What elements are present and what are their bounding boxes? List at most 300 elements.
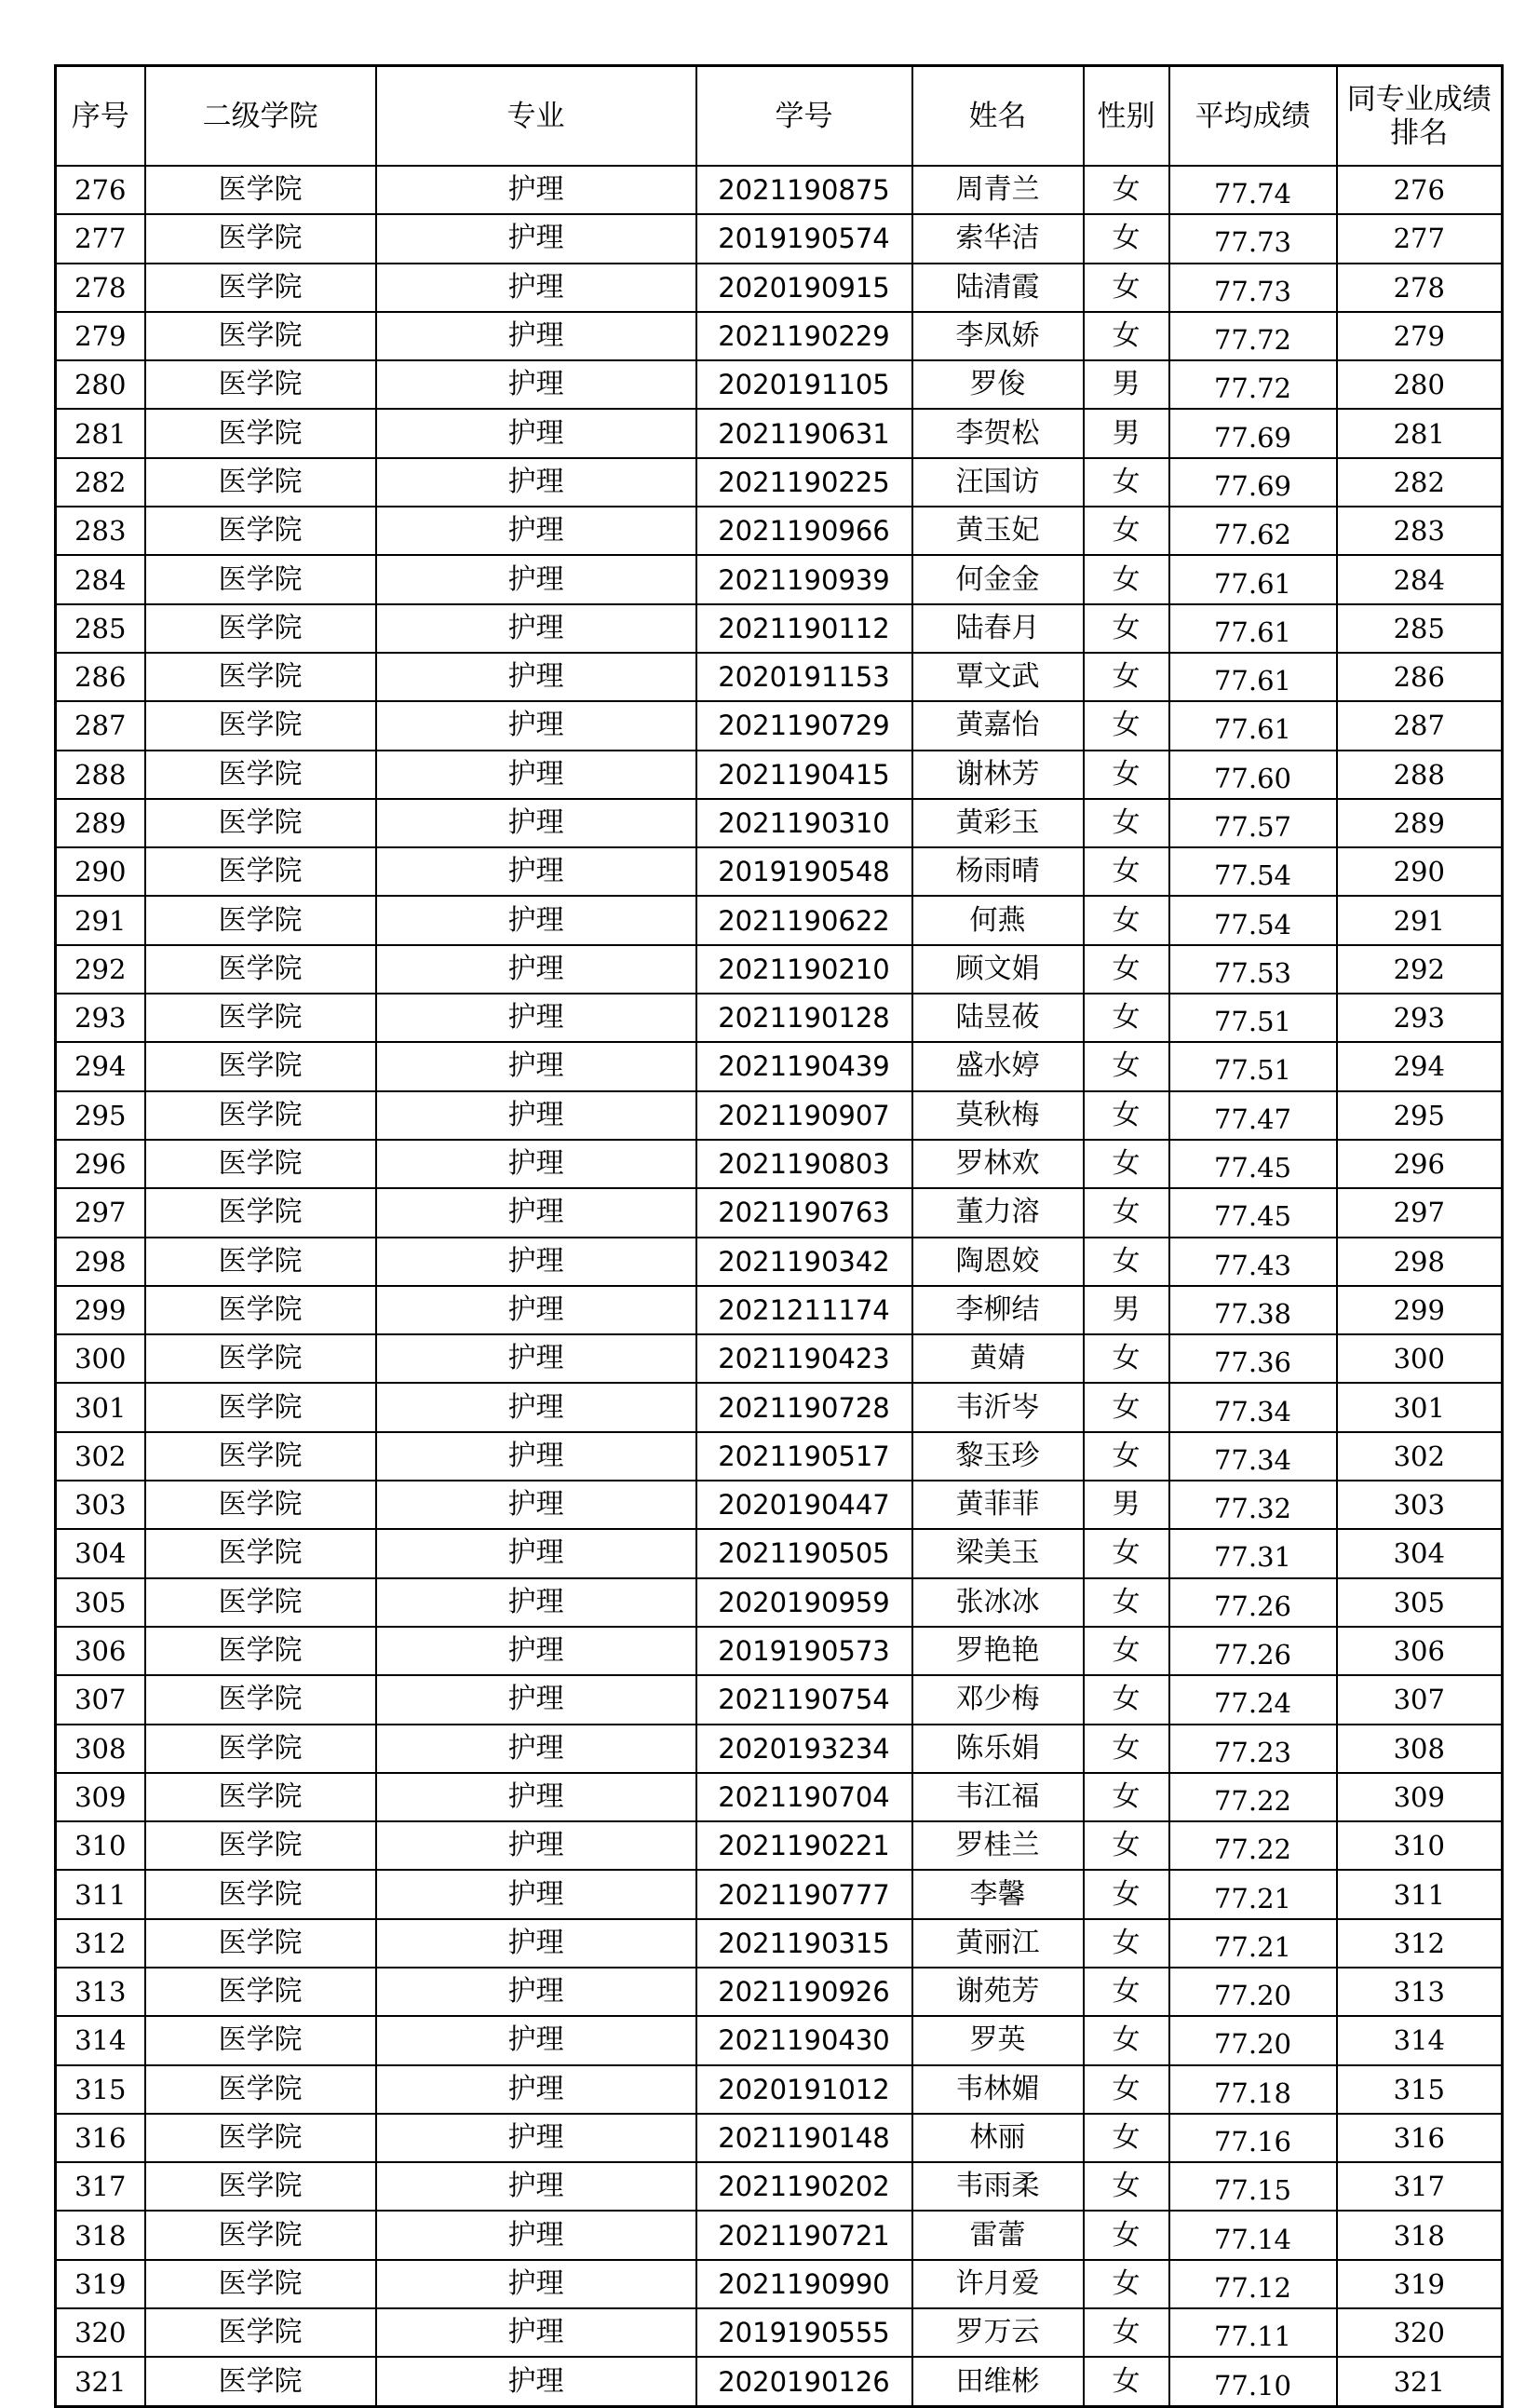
major-cell: 护理	[376, 945, 696, 994]
student-id-cell: 2021190415	[696, 751, 912, 799]
table-row	[56, 2211, 1503, 2259]
index-cell: 296	[56, 1140, 145, 1188]
college-cell: 医学院	[145, 214, 376, 263]
rank-cell: 303	[1337, 1481, 1503, 1529]
average-score-cell: 77.16	[1169, 2114, 1337, 2162]
major-cell: 护理	[376, 1432, 696, 1481]
rank-cell: 296	[1337, 1140, 1503, 1188]
index-cell: 290	[56, 847, 145, 896]
student-id-cell: 2021190202	[696, 2162, 912, 2211]
table-row	[56, 1432, 1503, 1481]
table-row	[56, 751, 1503, 799]
name-cell: 何金金	[912, 555, 1084, 603]
college-cell: 医学院	[145, 2357, 376, 2406]
gender-cell: 女	[1084, 2260, 1169, 2308]
major-cell: 护理	[376, 1578, 696, 1627]
name-cell: 罗桂兰	[912, 1821, 1084, 1870]
student-id-cell: 2021190926	[696, 1968, 912, 2016]
student-id-cell: 2021211174	[696, 1286, 912, 1334]
header-major: 专业	[376, 66, 696, 167]
name-cell: 韦雨柔	[912, 2162, 1084, 2211]
student-id-cell: 2020190126	[696, 2357, 912, 2406]
rank-cell: 311	[1337, 1870, 1503, 1918]
index-cell: 280	[56, 360, 145, 409]
college-cell: 医学院	[145, 1481, 376, 1529]
college-cell: 医学院	[145, 1919, 376, 1968]
rank-cell: 295	[1337, 1091, 1503, 1140]
gender-cell: 女	[1084, 799, 1169, 847]
index-cell: 314	[56, 2016, 145, 2064]
student-id-cell: 2020191153	[696, 653, 912, 701]
index-cell: 292	[56, 945, 145, 994]
rank-cell: 297	[1337, 1188, 1503, 1237]
student-id-cell: 2021190210	[696, 945, 912, 994]
table-row	[56, 847, 1503, 896]
gender-cell: 女	[1084, 1725, 1169, 1773]
gender-cell: 女	[1084, 701, 1169, 750]
table-row	[56, 1481, 1503, 1529]
gender-cell: 女	[1084, 1870, 1169, 1918]
average-score-cell: 77.73	[1169, 214, 1337, 263]
gender-cell: 女	[1084, 1334, 1169, 1383]
rank-cell: 288	[1337, 751, 1503, 799]
average-score-cell: 77.14	[1169, 2211, 1337, 2259]
table-row	[56, 1238, 1503, 1286]
rank-cell: 319	[1337, 2260, 1503, 2308]
major-cell: 护理	[376, 653, 696, 701]
student-id-cell: 2021190221	[696, 1821, 912, 1870]
gender-cell: 女	[1084, 264, 1169, 312]
average-score-cell: 77.51	[1169, 994, 1337, 1042]
name-cell: 罗林欢	[912, 1140, 1084, 1188]
index-cell: 308	[56, 1725, 145, 1773]
major-cell: 护理	[376, 1529, 696, 1577]
index-cell: 311	[56, 1870, 145, 1918]
name-cell: 罗英	[912, 2016, 1084, 2064]
student-id-cell: 2021190505	[696, 1529, 912, 1577]
index-cell: 281	[56, 409, 145, 457]
student-id-cell: 2021190430	[696, 2016, 912, 2064]
student-id-cell: 2019190574	[696, 214, 912, 263]
rank-cell: 317	[1337, 2162, 1503, 2211]
gender-cell: 女	[1084, 2357, 1169, 2406]
gender-cell: 女	[1084, 945, 1169, 994]
student-id-cell: 2021190721	[696, 2211, 912, 2259]
index-cell: 277	[56, 214, 145, 263]
college-cell: 医学院	[145, 2260, 376, 2308]
table-row	[56, 1286, 1503, 1334]
student-id-cell: 2021190763	[696, 1188, 912, 1237]
rank-cell: 281	[1337, 409, 1503, 457]
name-cell: 雷蕾	[912, 2211, 1084, 2259]
index-cell: 304	[56, 1529, 145, 1577]
average-score-cell: 77.47	[1169, 1091, 1337, 1140]
college-cell: 医学院	[145, 1627, 376, 1675]
college-cell: 医学院	[145, 458, 376, 507]
gender-cell: 女	[1084, 1968, 1169, 2016]
major-cell: 护理	[376, 1968, 696, 2016]
major-cell: 护理	[376, 2065, 696, 2114]
college-cell: 医学院	[145, 847, 376, 896]
college-cell: 医学院	[145, 1042, 376, 1090]
ranking-table	[54, 64, 1504, 2408]
average-score-cell: 77.62	[1169, 507, 1337, 555]
rank-cell: 300	[1337, 1334, 1503, 1383]
name-cell: 谢苑芳	[912, 1968, 1084, 2016]
table-row	[56, 2308, 1503, 2357]
table-row	[56, 1725, 1503, 1773]
college-cell: 医学院	[145, 896, 376, 944]
average-score-cell: 77.21	[1169, 1870, 1337, 1918]
name-cell: 顾文娟	[912, 945, 1084, 994]
index-cell: 285	[56, 604, 145, 653]
major-cell: 护理	[376, 1675, 696, 1724]
name-cell: 陈乐娟	[912, 1725, 1084, 1773]
average-score-cell: 77.61	[1169, 555, 1337, 603]
index-cell: 282	[56, 458, 145, 507]
table-row	[56, 1091, 1503, 1140]
student-id-cell: 2020190959	[696, 1578, 912, 1627]
major-cell: 护理	[376, 1725, 696, 1773]
gender-cell: 女	[1084, 1188, 1169, 1237]
major-cell: 护理	[376, 166, 696, 214]
major-cell: 护理	[376, 1091, 696, 1140]
table-row	[56, 1383, 1503, 1431]
header-average-score: 平均成绩	[1169, 66, 1337, 167]
rank-cell: 278	[1337, 264, 1503, 312]
average-score-cell: 77.43	[1169, 1238, 1337, 1286]
major-cell: 护理	[376, 507, 696, 555]
college-cell: 医学院	[145, 264, 376, 312]
college-cell: 医学院	[145, 507, 376, 555]
average-score-cell: 77.26	[1169, 1627, 1337, 1675]
college-cell: 医学院	[145, 1675, 376, 1724]
header-college: 二级学院	[145, 66, 376, 167]
college-cell: 医学院	[145, 1238, 376, 1286]
index-cell: 289	[56, 799, 145, 847]
college-cell: 医学院	[145, 555, 376, 603]
average-score-cell: 77.15	[1169, 2162, 1337, 2211]
average-score-cell: 77.72	[1169, 312, 1337, 360]
average-score-cell: 77.22	[1169, 1821, 1337, 1870]
rank-cell: 294	[1337, 1042, 1503, 1090]
table-row	[56, 799, 1503, 847]
name-cell: 韦沂岑	[912, 1383, 1084, 1431]
student-id-cell: 2021190148	[696, 2114, 912, 2162]
average-score-cell: 77.61	[1169, 653, 1337, 701]
index-cell: 313	[56, 1968, 145, 2016]
header-major-rank: 同专业成绩排名	[1337, 66, 1503, 167]
index-cell: 286	[56, 653, 145, 701]
index-cell: 301	[56, 1383, 145, 1431]
index-cell: 293	[56, 994, 145, 1042]
major-cell: 护理	[376, 1188, 696, 1237]
table-row	[56, 994, 1503, 1042]
name-cell: 黎玉珍	[912, 1432, 1084, 1481]
name-cell: 覃文武	[912, 653, 1084, 701]
college-cell: 医学院	[145, 1821, 376, 1870]
rank-cell: 287	[1337, 701, 1503, 750]
name-cell: 索华洁	[912, 214, 1084, 263]
rank-cell: 279	[1337, 312, 1503, 360]
average-score-cell: 77.18	[1169, 2065, 1337, 2114]
rank-cell: 315	[1337, 2065, 1503, 2114]
rank-cell: 284	[1337, 555, 1503, 603]
name-cell: 陆春月	[912, 604, 1084, 653]
index-cell: 288	[56, 751, 145, 799]
average-score-cell: 77.20	[1169, 2016, 1337, 2064]
average-score-cell: 77.53	[1169, 945, 1337, 994]
average-score-cell: 77.36	[1169, 1334, 1337, 1383]
rank-cell: 280	[1337, 360, 1503, 409]
rank-cell: 320	[1337, 2308, 1503, 2357]
rank-cell: 308	[1337, 1725, 1503, 1773]
student-id-cell: 2020190447	[696, 1481, 912, 1529]
rank-cell: 291	[1337, 896, 1503, 944]
table-row	[56, 2260, 1503, 2308]
name-cell: 陶恩姣	[912, 1238, 1084, 1286]
gender-cell: 女	[1084, 1140, 1169, 1188]
college-cell: 医学院	[145, 2211, 376, 2259]
table-row	[56, 1919, 1503, 1968]
major-cell: 护理	[376, 701, 696, 750]
name-cell: 许月爱	[912, 2260, 1084, 2308]
rank-cell: 293	[1337, 994, 1503, 1042]
gender-cell: 女	[1084, 2065, 1169, 2114]
college-cell: 医学院	[145, 1725, 376, 1773]
rank-cell: 306	[1337, 1627, 1503, 1675]
average-score-cell: 77.61	[1169, 604, 1337, 653]
major-cell: 护理	[376, 799, 696, 847]
college-cell: 医学院	[145, 701, 376, 750]
table-row	[56, 214, 1503, 263]
average-score-cell: 77.31	[1169, 1529, 1337, 1577]
rank-cell: 289	[1337, 799, 1503, 847]
rank-cell: 276	[1337, 166, 1503, 214]
student-id-cell: 2020191012	[696, 2065, 912, 2114]
gender-cell: 女	[1084, 1383, 1169, 1431]
student-id-cell: 2021190729	[696, 701, 912, 750]
gender-cell: 男	[1084, 1481, 1169, 1529]
student-id-cell: 2021190777	[696, 1870, 912, 1918]
rank-cell: 312	[1337, 1919, 1503, 1968]
college-cell: 医学院	[145, 2308, 376, 2357]
rank-cell: 301	[1337, 1383, 1503, 1431]
gender-cell: 女	[1084, 1821, 1169, 1870]
major-cell: 护理	[376, 360, 696, 409]
gender-cell: 女	[1084, 653, 1169, 701]
name-cell: 韦林媚	[912, 2065, 1084, 2114]
index-cell: 316	[56, 2114, 145, 2162]
index-cell: 295	[56, 1091, 145, 1140]
name-cell: 莫秋梅	[912, 1091, 1084, 1140]
table-row	[56, 896, 1503, 944]
gender-cell: 女	[1084, 555, 1169, 603]
college-cell: 医学院	[145, 2114, 376, 2162]
rank-cell: 318	[1337, 2211, 1503, 2259]
name-cell: 田维彬	[912, 2357, 1084, 2406]
name-cell: 黄婧	[912, 1334, 1084, 1383]
major-cell: 护理	[376, 214, 696, 263]
index-cell: 312	[56, 1919, 145, 1968]
table-row	[56, 2065, 1503, 2114]
major-cell: 护理	[376, 458, 696, 507]
table-row	[56, 360, 1503, 409]
student-id-cell: 2020190915	[696, 264, 912, 312]
college-cell: 医学院	[145, 1286, 376, 1334]
name-cell: 罗万云	[912, 2308, 1084, 2357]
rank-cell: 313	[1337, 1968, 1503, 2016]
name-cell: 陆清霞	[912, 264, 1084, 312]
header-row	[56, 66, 1503, 167]
major-cell: 护理	[376, 1919, 696, 1968]
rank-cell: 299	[1337, 1286, 1503, 1334]
table-row	[56, 2114, 1503, 2162]
index-cell: 320	[56, 2308, 145, 2357]
student-id-cell: 2021190439	[696, 1042, 912, 1090]
major-cell: 护理	[376, 1481, 696, 1529]
name-cell: 黄菲菲	[912, 1481, 1084, 1529]
student-id-cell: 2020193234	[696, 1725, 912, 1773]
rank-cell: 277	[1337, 214, 1503, 263]
average-score-cell: 77.23	[1169, 1725, 1337, 1773]
student-id-cell: 2021190315	[696, 1919, 912, 1968]
average-score-cell: 77.45	[1169, 1140, 1337, 1188]
average-score-cell: 77.60	[1169, 751, 1337, 799]
index-cell: 321	[56, 2357, 145, 2406]
name-cell: 黄嘉怡	[912, 701, 1084, 750]
student-id-cell: 2021190875	[696, 166, 912, 214]
name-cell: 周青兰	[912, 166, 1084, 214]
student-id-cell: 2021190310	[696, 799, 912, 847]
index-cell: 278	[56, 264, 145, 312]
table-row	[56, 409, 1503, 457]
average-score-cell: 77.24	[1169, 1675, 1337, 1724]
average-score-cell: 77.38	[1169, 1286, 1337, 1334]
index-cell: 279	[56, 312, 145, 360]
major-cell: 护理	[376, 751, 696, 799]
major-cell: 护理	[376, 2357, 696, 2406]
major-cell: 护理	[376, 312, 696, 360]
gender-cell: 女	[1084, 2162, 1169, 2211]
major-cell: 护理	[376, 847, 696, 896]
average-score-cell: 77.73	[1169, 264, 1337, 312]
table-row	[56, 1968, 1503, 2016]
table-row	[56, 1870, 1503, 1918]
gender-cell: 男	[1084, 409, 1169, 457]
table-row	[56, 1334, 1503, 1383]
gender-cell: 女	[1084, 1578, 1169, 1627]
name-cell: 罗俊	[912, 360, 1084, 409]
gender-cell: 女	[1084, 1919, 1169, 1968]
gender-cell: 男	[1084, 1286, 1169, 1334]
college-cell: 医学院	[145, 994, 376, 1042]
index-cell: 307	[56, 1675, 145, 1724]
student-id-cell: 2020191105	[696, 360, 912, 409]
college-cell: 医学院	[145, 799, 376, 847]
rank-cell: 305	[1337, 1578, 1503, 1627]
table-row	[56, 1529, 1503, 1577]
name-cell: 汪国访	[912, 458, 1084, 507]
student-id-cell: 2021190754	[696, 1675, 912, 1724]
average-score-cell: 77.34	[1169, 1432, 1337, 1481]
college-cell: 医学院	[145, 945, 376, 994]
index-cell: 276	[56, 166, 145, 214]
college-cell: 医学院	[145, 166, 376, 214]
name-cell: 黄玉妃	[912, 507, 1084, 555]
average-score-cell: 77.54	[1169, 847, 1337, 896]
student-id-cell: 2021190423	[696, 1334, 912, 1383]
college-cell: 医学院	[145, 751, 376, 799]
name-cell: 李凤娇	[912, 312, 1084, 360]
average-score-cell: 77.21	[1169, 1919, 1337, 1968]
header-gender: 性别	[1084, 66, 1169, 167]
name-cell: 林丽	[912, 2114, 1084, 2162]
rank-cell: 292	[1337, 945, 1503, 994]
table-row	[56, 1773, 1503, 1821]
rank-cell: 321	[1337, 2357, 1503, 2406]
rank-cell: 285	[1337, 604, 1503, 653]
college-cell: 医学院	[145, 1091, 376, 1140]
major-cell: 护理	[376, 264, 696, 312]
student-id-cell: 2021190229	[696, 312, 912, 360]
major-cell: 护理	[376, 555, 696, 603]
table-row	[56, 555, 1503, 603]
rank-cell: 290	[1337, 847, 1503, 896]
average-score-cell: 77.54	[1169, 896, 1337, 944]
student-id-cell: 2021190112	[696, 604, 912, 653]
gender-cell: 女	[1084, 847, 1169, 896]
gender-cell: 女	[1084, 458, 1169, 507]
student-id-cell: 2021190225	[696, 458, 912, 507]
name-cell: 陆昱莜	[912, 994, 1084, 1042]
student-id-cell: 2021190966	[696, 507, 912, 555]
name-cell: 李柳结	[912, 1286, 1084, 1334]
index-cell: 309	[56, 1773, 145, 1821]
gender-cell: 女	[1084, 1529, 1169, 1577]
name-cell: 邓少梅	[912, 1675, 1084, 1724]
gender-cell: 女	[1084, 166, 1169, 214]
student-id-cell: 2021190622	[696, 896, 912, 944]
gender-cell: 女	[1084, 1238, 1169, 1286]
name-cell: 张冰冰	[912, 1578, 1084, 1627]
rank-cell: 309	[1337, 1773, 1503, 1821]
index-cell: 294	[56, 1042, 145, 1090]
index-cell: 306	[56, 1627, 145, 1675]
table-row	[56, 1140, 1503, 1188]
major-cell: 护理	[376, 2114, 696, 2162]
average-score-cell: 77.12	[1169, 2260, 1337, 2308]
index-cell: 287	[56, 701, 145, 750]
major-cell: 护理	[376, 1042, 696, 1090]
college-cell: 医学院	[145, 1578, 376, 1627]
name-cell: 梁美玉	[912, 1529, 1084, 1577]
gender-cell: 女	[1084, 1675, 1169, 1724]
rank-cell: 298	[1337, 1238, 1503, 1286]
rank-cell: 304	[1337, 1529, 1503, 1577]
gender-cell: 女	[1084, 1432, 1169, 1481]
college-cell: 医学院	[145, 2162, 376, 2211]
gender-cell: 女	[1084, 214, 1169, 263]
average-score-cell: 77.22	[1169, 1773, 1337, 1821]
student-id-cell: 2021190631	[696, 409, 912, 457]
average-score-cell: 77.69	[1169, 409, 1337, 457]
name-cell: 杨雨晴	[912, 847, 1084, 896]
college-cell: 医学院	[145, 360, 376, 409]
index-cell: 302	[56, 1432, 145, 1481]
major-cell: 护理	[376, 1238, 696, 1286]
gender-cell: 女	[1084, 2308, 1169, 2357]
